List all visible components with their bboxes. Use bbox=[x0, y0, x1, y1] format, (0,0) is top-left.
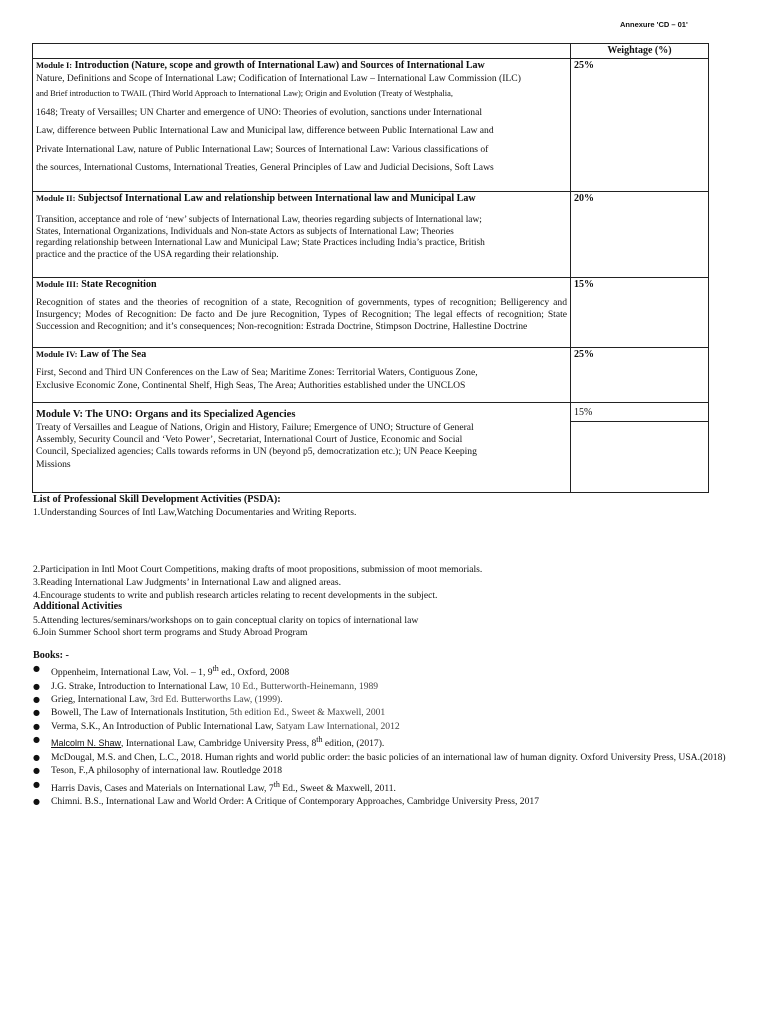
module-row bbox=[33, 347, 709, 402]
book-item: ● Malcolm N. Shaw, International Law, Cambridge University Press, 8th edition, (2017). bbox=[33, 735, 385, 750]
book-item: ● Harris Davis, Cases and Materials on International Law, 7th Ed., Sweet & Maxwell, 2011. bbox=[33, 779, 396, 794]
psda-item: 5.Attending lectures/seminars/workshops on to gain conceptual clarity on topics of international law bbox=[33, 615, 419, 626]
book-item: ● McDougal, M.S. and Chen, L.C., 2018. Human rights and world public order: the basic policies of an international law of human dignity. Oxford University Press, USA.(2018) bbox=[33, 751, 726, 763]
book-item: ● Bowell, The Law of Internationals Institution, 5th edition Ed., Sweet & Maxwell, 2001 bbox=[33, 707, 386, 719]
psda-item: 2.Participation in Intl Moot Court Competitions, making drafts of moot propositions, submission of moot memorials. bbox=[33, 564, 483, 575]
module-weight-cell bbox=[571, 402, 709, 492]
module-content bbox=[36, 215, 567, 261]
module-weight: 20% bbox=[571, 191, 709, 277]
module-title: Module I: Introduction (Nature, scope and growth of International Law) and Sources of International Law bbox=[36, 59, 485, 71]
module-line: and Brief introduction to TWAIL (Third World Approach to International Law); Origin and Evolution (Treaty of Westphalia, bbox=[36, 89, 453, 98]
book-item: ● Verma, S.K., An Introduction of Public International Law, Satyam Law International, 2012 bbox=[33, 720, 400, 732]
blank-header-cell bbox=[33, 44, 571, 59]
module-title: Module IV: Law of The Sea bbox=[36, 348, 147, 360]
module-cell bbox=[33, 347, 571, 402]
bullet-icon: ● bbox=[33, 664, 40, 673]
books-title: Books: - bbox=[33, 650, 69, 661]
module-line: Private International Law, nature of Public International Law; Sources of International Law: Various classifications of bbox=[36, 143, 489, 155]
module-cell bbox=[33, 277, 571, 347]
psda-item: 1.Understanding Sources of Intl Law,Watching Documentaries and Writing Reports. bbox=[33, 507, 357, 518]
module-line: Council, Specialized agencies; Calls towards reforms in UN (beyond p5, democratization etc.); UN Peace Keeping bbox=[36, 446, 477, 458]
book-item: ● J.G. Strake, Introduction to International Law, 10 Ed., Butterworth-Heinemann, 1989 bbox=[33, 680, 379, 692]
bullet-icon: ● bbox=[33, 721, 40, 731]
module-title: Module II: Subjectsof International Law and relationship between International law and Municipal Law bbox=[36, 192, 476, 204]
book-item: ● Teson, F.,A philosophy of international law. Routledge 2018 bbox=[33, 765, 283, 777]
module-line: practice and the practice of the USA regarding their relationship. bbox=[36, 249, 279, 260]
module-weight: 25% bbox=[571, 347, 709, 402]
bullet-icon: ● bbox=[33, 797, 40, 807]
book-item: ● Oppenheim, International Law, Vol. – 1, 9th ed., Oxford, 2008 bbox=[33, 664, 290, 679]
module-cell bbox=[33, 58, 571, 191]
book-item: ● Chimni. B.S., International Law and World Order: A Critique of Contemporary Approaches, Cambridge University Press, 2017 bbox=[33, 796, 539, 808]
module-line: Exclusive Economic Zone, Continental Shelf, High Seas, The Area; Authorities established under the UNCLOS bbox=[36, 379, 466, 391]
bullet-icon: ● bbox=[33, 752, 40, 762]
module-title: Module III: State Recognition bbox=[36, 278, 157, 290]
module-cell bbox=[33, 402, 571, 492]
book-item: ● Grieg, International Law, 3rd Ed. Butterworths Law, (1999). bbox=[33, 694, 283, 705]
module-weight: 15% bbox=[571, 403, 708, 423]
module-weight: 25% bbox=[571, 58, 709, 191]
psda-item: 3.Reading International Law Judgments’ in International Law and aligned areas. bbox=[33, 577, 342, 588]
table-header-row bbox=[33, 44, 709, 59]
module-row bbox=[33, 402, 709, 492]
psda-title: List of Professional Skill Development Activities (PSDA): bbox=[33, 494, 281, 505]
module-row bbox=[33, 58, 709, 191]
module-line: Transition, acceptance and role of ‘new’ subjects of International Law, theories regarding subjects of International law; bbox=[36, 215, 482, 225]
module-row bbox=[33, 191, 709, 277]
module-line: Missions bbox=[36, 458, 71, 470]
annexure-label: Annexure 'CD – 01' bbox=[620, 20, 688, 29]
module-weight: 15% bbox=[571, 277, 709, 347]
module-cell bbox=[33, 191, 571, 277]
module-content bbox=[36, 422, 567, 471]
psda-item: 4.Encourage students to write and publish research articles relating to recent developments in the subject. bbox=[33, 590, 438, 601]
syllabus-table bbox=[32, 43, 709, 493]
module-title: Module V: The UNO: Organs and its Specialized Agencies bbox=[36, 408, 296, 420]
bullet-icon: ● bbox=[33, 708, 40, 718]
bullet-icon: ● bbox=[33, 779, 40, 789]
module-content bbox=[36, 367, 567, 392]
additional-activities-title: Additional Activities bbox=[33, 601, 123, 612]
bullet-icon: ● bbox=[33, 681, 40, 691]
psda-item: 6.Join Summer School short term programs and Study Abroad Program bbox=[33, 627, 308, 638]
module-line: regarding relationship between International Law and Municipal Law; State Practices including India’s practice, British bbox=[36, 238, 485, 248]
module-row bbox=[33, 277, 709, 347]
bullet-icon: ● bbox=[33, 735, 40, 745]
module-content bbox=[36, 73, 567, 178]
module-content: Recognition of states and the theories of recognition of a state, Recognition of governments, types of recognition; Belligerency and Insurgency; Modes of Recognition: De facto and De jure Recognition, Types of Recognition; The legal effects of recognition; State Succession and Recognition; and it’s consequences; Non-recognition: Estrada Doctrine, Stimpson Doctrine, Hallestine Doctrine bbox=[36, 297, 567, 333]
books-list bbox=[33, 662, 753, 809]
module-line: First, Second and Third UN Conferences on the Law of Sea; Maritime Zones: Territorial Waters, Contiguous Zone, bbox=[36, 367, 478, 378]
bullet-icon: ● bbox=[33, 695, 40, 704]
module-line: Assembly, Security Council and ‘Veto Power’, Secretariat, International Court of Justice, Economic and Social bbox=[36, 433, 463, 445]
module-line: the sources, International Customs, International Treaties, General Principles of Law and Judicial Decisions, Soft Laws bbox=[36, 162, 494, 174]
module-line: States, International Organizations, Individuals and Non-state Actors as subjects of International Law; Theories bbox=[36, 226, 454, 237]
weightage-header: Weightage (%) bbox=[571, 44, 709, 59]
module-line: Law, difference between Public International Law and Municipal law, difference between Public International Law and bbox=[36, 125, 494, 137]
bullet-icon: ● bbox=[33, 766, 40, 776]
module-line: Treaty of Versailles and League of Nations, Origin and History, Failure; Emergence of UNO; Structure of General bbox=[36, 421, 474, 433]
module-line: Nature, Definitions and Scope of International Law; Codification of International Law – International Law Commission (ILC) bbox=[36, 73, 521, 84]
module-line: 1648; Treaty of Versailles; UN Charter and emergence of UNO: Theories of evolution, sanctions under International bbox=[36, 106, 483, 118]
